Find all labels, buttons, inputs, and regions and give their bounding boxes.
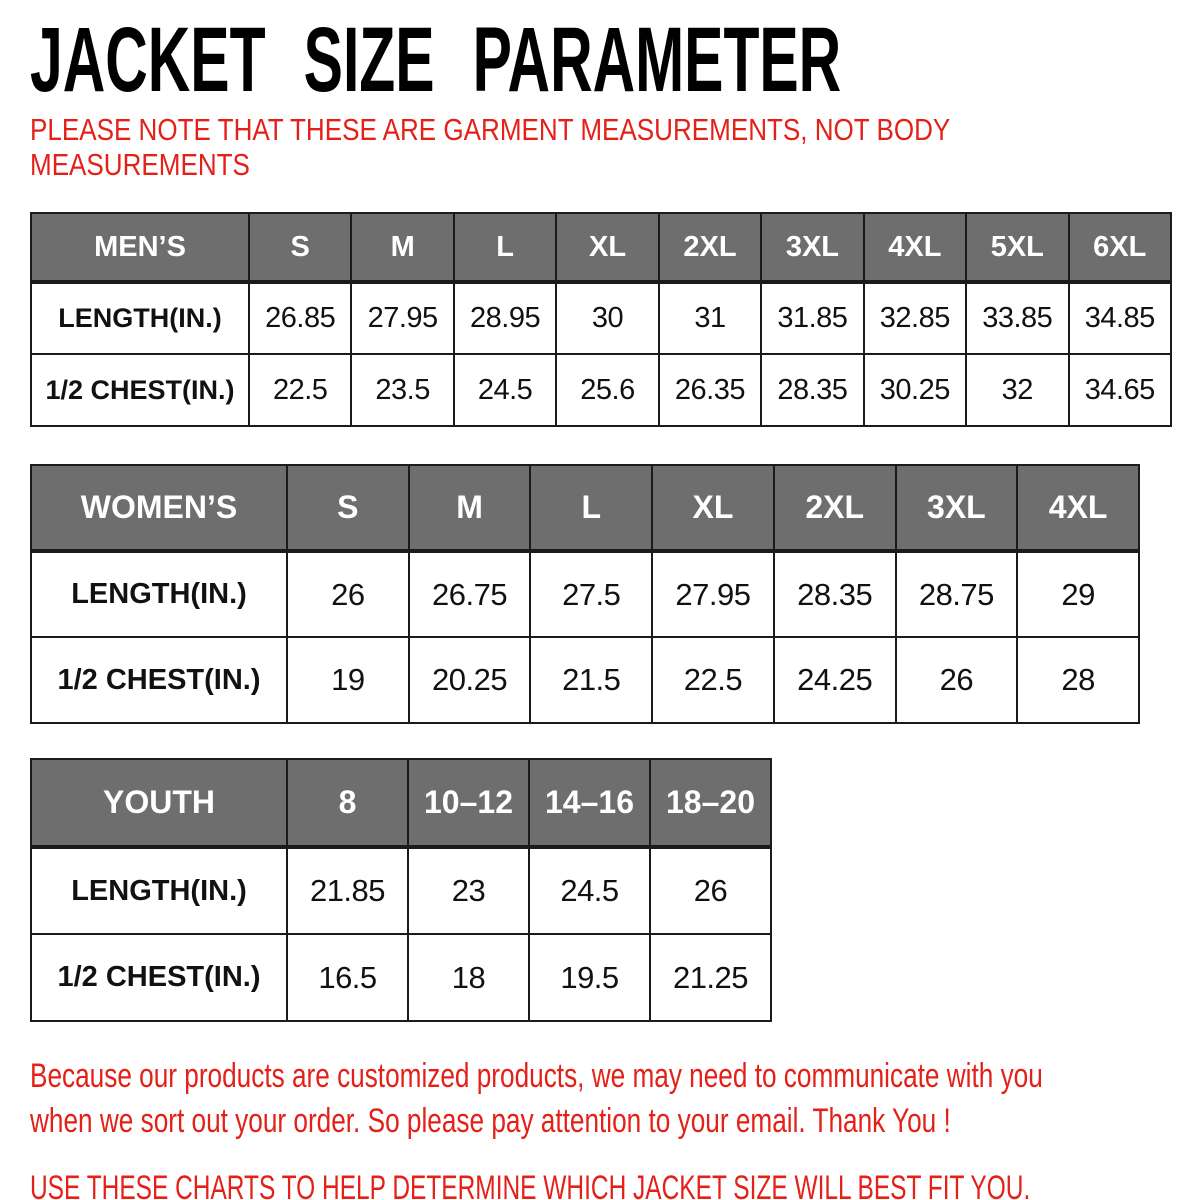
measurement-value-cell: 31.85 [761, 282, 863, 354]
measurement-value-cell: 26.35 [659, 354, 761, 426]
measurement-value-cell: 26.85 [249, 282, 351, 354]
size-column-header: 10–12 [408, 759, 529, 847]
note-line-2: MEASUREMENTS [30, 147, 250, 182]
size-column-header: 14–16 [529, 759, 650, 847]
footer-notes [30, 1054, 1172, 1200]
measurement-value-cell: 19 [287, 637, 409, 723]
size-column-header: L [530, 465, 652, 551]
table-row [31, 637, 1139, 723]
measurement-value-cell: 26 [896, 637, 1018, 723]
garment-measurements-note [30, 112, 1172, 182]
footer-use-charts-line: USE THESE CHARTS TO HELP DETERMINE WHICH JACKET SIZE WILL BEST FIT YOU. [30, 1169, 1031, 1200]
row-label-cell: LENGTH(IN.) [31, 551, 287, 637]
table-header-row [31, 213, 1171, 282]
mens-size-table [30, 212, 1172, 427]
row-label-cell: 1/2 CHEST(IN.) [31, 934, 287, 1021]
measurement-value-cell: 34.65 [1069, 354, 1172, 426]
size-column-header: 3XL [896, 465, 1018, 551]
note-line-1: PLEASE NOTE THAT THESE ARE GARMENT MEASUREMENTS, NOT BODY [30, 112, 951, 147]
measurement-value-cell: 34.85 [1069, 282, 1172, 354]
table-row [31, 934, 771, 1021]
measurement-value-cell: 27.95 [652, 551, 774, 637]
size-column-header: 4XL [864, 213, 966, 282]
measurement-value-cell: 21.25 [650, 934, 771, 1021]
measurement-value-cell: 30.25 [864, 354, 966, 426]
measurement-value-cell: 16.5 [287, 934, 408, 1021]
size-column-header: 5XL [966, 213, 1068, 282]
measurement-value-cell: 21.5 [530, 637, 652, 723]
youth-size-table [30, 758, 772, 1022]
measurement-value-cell: 28.95 [454, 282, 556, 354]
row-label-cell: 1/2 CHEST(IN.) [31, 637, 287, 723]
measurement-value-cell: 26 [650, 847, 771, 934]
measurement-value-cell: 21.85 [287, 847, 408, 934]
size-column-header: 3XL [761, 213, 863, 282]
size-column-header: XL [652, 465, 774, 551]
measurement-value-cell: 28.35 [761, 354, 863, 426]
measurement-value-cell: 22.5 [249, 354, 351, 426]
table-header-row [31, 465, 1139, 551]
footer-custom-products-line-2: when we sort out your order. So please pay attention to your email. Thank You ! [30, 1102, 951, 1140]
size-column-header: L [454, 213, 556, 282]
measurement-value-cell: 32.85 [864, 282, 966, 354]
measurement-value-cell: 30 [556, 282, 658, 354]
measurement-value-cell: 32 [966, 354, 1068, 426]
measurement-value-cell: 28.75 [896, 551, 1018, 637]
measurement-value-cell: 23.5 [351, 354, 453, 426]
measurement-value-cell: 19.5 [529, 934, 650, 1021]
measurement-value-cell: 29 [1017, 551, 1139, 637]
measurement-value-cell: 26.75 [409, 551, 531, 637]
size-column-header: 6XL [1069, 213, 1172, 282]
measurement-value-cell: 27.5 [530, 551, 652, 637]
row-label-cell: LENGTH(IN.) [31, 282, 249, 354]
measurement-value-cell: 28.35 [774, 551, 896, 637]
size-column-header: 2XL [659, 213, 761, 282]
table-title-cell: YOUTH [31, 759, 287, 847]
measurement-value-cell: 25.6 [556, 354, 658, 426]
table-row [31, 282, 1171, 354]
womens-size-table [30, 464, 1140, 724]
table-title-cell: WOMEN’S [31, 465, 287, 551]
size-column-header: S [287, 465, 409, 551]
size-column-header: S [249, 213, 351, 282]
table-title-cell: MEN’S [31, 213, 249, 282]
measurement-value-cell: 28 [1017, 637, 1139, 723]
measurement-value-cell: 24.25 [774, 637, 896, 723]
row-label-cell: LENGTH(IN.) [31, 847, 287, 934]
table-header-row [31, 759, 771, 847]
measurement-value-cell: 33.85 [966, 282, 1068, 354]
row-label-cell: 1/2 CHEST(IN.) [31, 354, 249, 426]
measurement-value-cell: 23 [408, 847, 529, 934]
measurement-value-cell: 31 [659, 282, 761, 354]
size-column-header: 8 [287, 759, 408, 847]
size-column-header: M [351, 213, 453, 282]
page-title: JACKET SIZE PARAMETER [30, 9, 842, 111]
measurement-value-cell: 24.5 [454, 354, 556, 426]
size-column-header: 2XL [774, 465, 896, 551]
measurement-value-cell: 24.5 [529, 847, 650, 934]
table-row [31, 551, 1139, 637]
size-column-header: M [409, 465, 531, 551]
table-row [31, 847, 771, 934]
measurement-value-cell: 20.25 [409, 637, 531, 723]
measurement-value-cell: 18 [408, 934, 529, 1021]
size-column-header: 4XL [1017, 465, 1139, 551]
measurement-value-cell: 27.95 [351, 282, 453, 354]
size-column-header: XL [556, 213, 658, 282]
footer-custom-products-line-1: Because our products are customized products, we may need to communicate with you [30, 1057, 1043, 1095]
size-column-header: 18–20 [650, 759, 771, 847]
measurement-value-cell: 22.5 [652, 637, 774, 723]
table-row [31, 354, 1171, 426]
measurement-value-cell: 26 [287, 551, 409, 637]
